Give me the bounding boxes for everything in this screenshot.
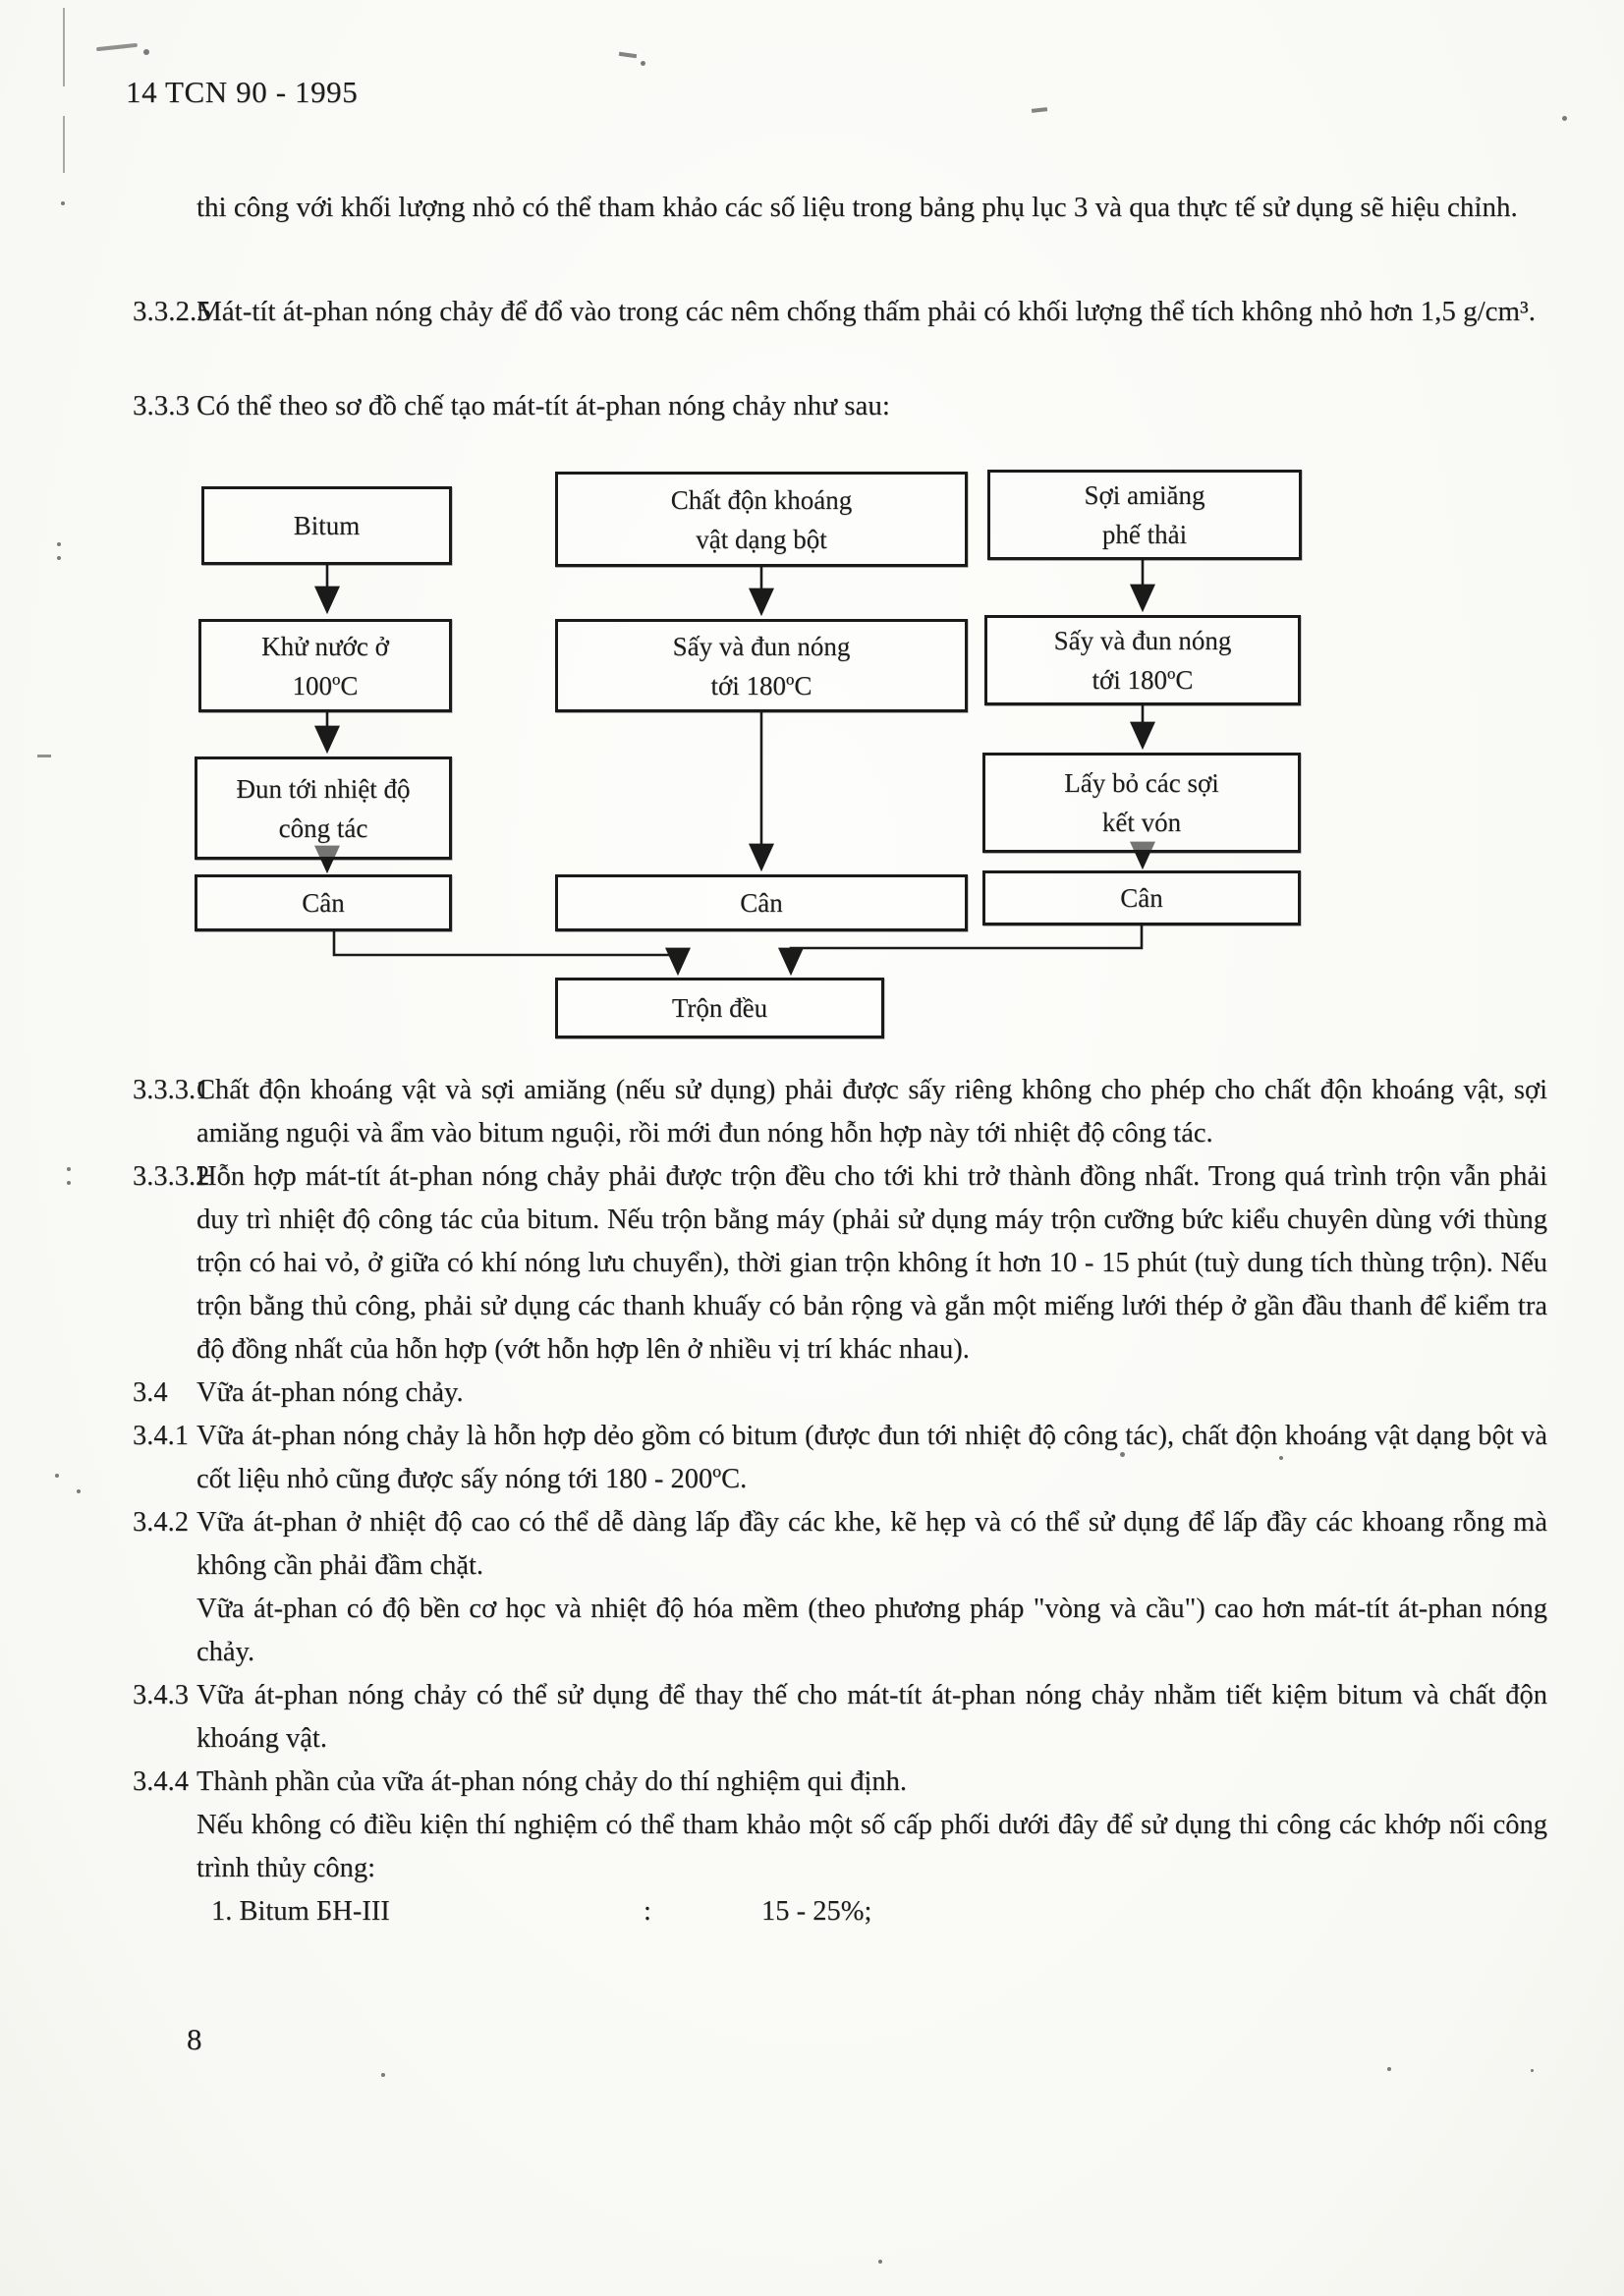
composition-separator: : xyxy=(644,1896,651,1927)
scan-artifact xyxy=(1279,1456,1283,1460)
scan-artifact xyxy=(1120,1452,1125,1457)
section-number: 3.4.2 xyxy=(133,1507,189,1538)
scan-artifact xyxy=(61,201,65,205)
section-3-3-3 xyxy=(133,381,1547,431)
flow-box-label: Đun tới nhiệt độ xyxy=(236,773,411,804)
section-3-3-2-5 xyxy=(133,287,1547,337)
flow-box-label: Cân xyxy=(740,888,783,918)
body-text xyxy=(133,1069,1547,1933)
flow-box-weigh-3 xyxy=(982,870,1301,925)
scan-artifact xyxy=(641,61,645,66)
paragraph-text: Vữa át-phan ở nhiệt độ cao có thể dễ dàng lấp đầy các khe, kẽ hẹp và có thể sử dụng để lấp đầy các khoang rỗng mà không cần phải đầm chặt. xyxy=(196,1507,1547,1581)
flow-box-label: vật dạng bột xyxy=(696,524,827,554)
flow-box-label: Khử nước ở xyxy=(261,631,389,661)
page-number: 8 xyxy=(187,2022,202,2056)
paragraph-text: thi công với khối lượng nhỏ có thể tham khảo các số liệu trong bảng phụ lục 3 và qua thực tế sử dụng sẽ hiệu chỉnh. xyxy=(196,192,1518,223)
scan-artifact xyxy=(619,52,637,58)
section-number: 3.4 xyxy=(133,1377,168,1408)
section-3-4-3 xyxy=(133,1674,1547,1761)
flow-box-dry-heat-2 xyxy=(984,615,1301,705)
scan-artifact xyxy=(96,43,138,51)
flow-box-label: Cân xyxy=(302,888,345,918)
scan-artifact xyxy=(37,755,51,757)
flow-box-label: tới 180ºC xyxy=(1092,665,1194,695)
scan-artifact xyxy=(55,1474,59,1478)
flow-box-dry-heat-1 xyxy=(555,619,968,712)
paragraph-text: Vữa át-phan nóng chảy. xyxy=(196,1377,464,1408)
flow-box-bitum xyxy=(201,486,452,565)
flow-box-label: tới 180ºC xyxy=(710,670,812,700)
flow-box-label: Cân xyxy=(1120,883,1163,913)
section-number: 3.4.3 xyxy=(133,1680,189,1710)
scan-artifact xyxy=(67,1181,71,1185)
section-number: 3.4.1 xyxy=(133,1421,189,1451)
paragraph-text: Thành phần của vữa át-phan nóng chảy do thí nghiệm qui định. xyxy=(196,1766,908,1797)
section-3-3-3-2 xyxy=(133,1155,1547,1372)
flow-box-weigh-1 xyxy=(195,874,452,931)
document-code: 14 TCN 90 - 1995 xyxy=(126,75,359,109)
scan-artifact xyxy=(1562,116,1567,121)
scan-artifact xyxy=(1387,2067,1391,2071)
composition-percentage: 15 - 25%; xyxy=(761,1896,872,1927)
flow-box-heat-to-working-temp xyxy=(195,756,452,860)
section-3-4 xyxy=(133,1372,1547,1415)
paragraph-text: Vữa át-phan nóng chảy là hỗn hợp dẻo gồm có bitum (được đun tới nhiệt độ công tác), chất độn khoáng vật dạng bột và cốt liệu nhỏ cũng được sấy nóng tới 180 - 200ºC. xyxy=(196,1421,1547,1494)
scan-artifact xyxy=(57,556,61,560)
composition-list-item xyxy=(133,1890,1547,1933)
section-3-3-3-1 xyxy=(133,1069,1547,1155)
scan-artifact xyxy=(77,1489,81,1493)
scan-artifact xyxy=(878,2260,882,2264)
section-number: 3.4.4 xyxy=(133,1766,189,1797)
scan-artifact xyxy=(381,2073,385,2077)
paragraph-text: Vữa át-phan nóng chảy có thể sử dụng để thay thế cho mát-tít át-phan nóng chảy nhằm tiết kiệm bitum và chất độn khoáng vật. xyxy=(196,1680,1547,1754)
composition-component: 1. Bitum БН-III xyxy=(211,1896,390,1927)
flow-box-label: 100ºC xyxy=(292,670,359,700)
section-3-4-2-continuation xyxy=(133,1588,1547,1674)
flow-box-label: Lấy bỏ các sợi xyxy=(1064,768,1219,798)
flow-box-label: Sấy và đun nóng xyxy=(672,631,851,661)
scan-artifact xyxy=(57,542,61,546)
flow-box-label: Sấy và đun nóng xyxy=(1053,626,1232,655)
flow-box-label: phế thải xyxy=(1101,520,1188,549)
section-number: 3.3.3 xyxy=(133,390,190,421)
flow-box-label: Sợi amiăng xyxy=(1084,480,1205,510)
paragraph-text: Nếu không có điều kiện thí nghiệm có thể tham khảo một số cấp phối dưới đây để sử dụng thi công các khớp nối công trình thủy công: xyxy=(196,1810,1547,1883)
section-3-4-4 xyxy=(133,1761,1547,1804)
scan-artifact xyxy=(63,116,65,173)
flow-box-label: công tác xyxy=(278,812,368,843)
scan-artifact xyxy=(67,1167,71,1171)
flow-box-remove-clumped-fibers xyxy=(982,753,1301,853)
scan-artifact xyxy=(1531,2069,1534,2072)
section-3-4-1 xyxy=(133,1415,1547,1501)
flow-box-label: Trộn đều xyxy=(671,993,768,1023)
section-number: 3.3.3.1 xyxy=(133,1075,210,1105)
scan-artifact xyxy=(63,8,65,86)
section-number: 3.3.2.5 xyxy=(133,296,211,327)
flow-box-mix-evenly xyxy=(555,978,884,1038)
flow-box-asbestos-fiber xyxy=(987,470,1302,560)
paragraph-continuation xyxy=(133,183,1547,233)
flow-box-label: Chất độn khoáng xyxy=(670,484,853,515)
flow-box-mineral-filler xyxy=(555,472,968,567)
section-3-4-2 xyxy=(133,1501,1547,1588)
paragraph-text: Mát-tít át-phan nóng chảy để đổ vào trong các nêm chống thấm phải có khối lượng thể tích không nhỏ hơn 1,5 g/cm³. xyxy=(196,296,1536,327)
paragraph-text: Hỗn hợp mát-tít át-phan nóng chảy phải được trộn đều cho tới khi trở thành đồng nhất. Trong quá trình trộn vẫn phải duy trì nhiệt độ công tác của bitum. Nếu trộn bằng máy (phải sử dụng máy trộn cưỡng bức kiểu chuyên dùng với thùng trộn có hai vỏ, ở giữa có khí nóng lưu chuyển), thời gian trộn không ít hơn 10 - 15 phút (tuỳ dung tích thùng trộn). Nếu trộn bằng thủ công, phải sử dụng các thanh khuấy có bản rộng và gắn một miếng lưới thép ở gần đầu thanh để kiểm tra độ đồng nhất của hỗn hợp (vớt hỗn hợp lên ở nhiều vị trí khác nhau). xyxy=(196,1161,1547,1365)
scan-artifact xyxy=(1032,107,1047,113)
scan-artifact xyxy=(143,49,149,55)
process-flow-diagram xyxy=(0,452,1624,1081)
section-number: 3.3.3.2 xyxy=(133,1161,210,1192)
section-3-4-4-continuation xyxy=(133,1804,1547,1890)
flow-box-weigh-2 xyxy=(555,874,968,931)
paragraph-text: Có thể theo sơ đồ chế tạo mát-tít át-phan nóng chảy như sau: xyxy=(196,390,890,421)
flow-box-label: kết vón xyxy=(1101,808,1182,837)
flow-box-dewater xyxy=(198,619,452,712)
paragraph-text: Vữa át-phan có độ bền cơ học và nhiệt độ hóa mềm (theo phương pháp "vòng và cầu") cao hơn mát-tít át-phan nóng chảy. xyxy=(196,1594,1547,1667)
paragraph-text: Chất độn khoáng vật và sợi amiăng (nếu sử dụng) phải được sấy riêng không cho phép cho chất độn khoáng vật, sợi amiăng nguội và ẩm vào bitum nguội, rồi mới đun nóng hỗn hợp này tới nhiệt độ công tác. xyxy=(196,1075,1547,1148)
flow-box-label: Bitum xyxy=(293,511,361,540)
